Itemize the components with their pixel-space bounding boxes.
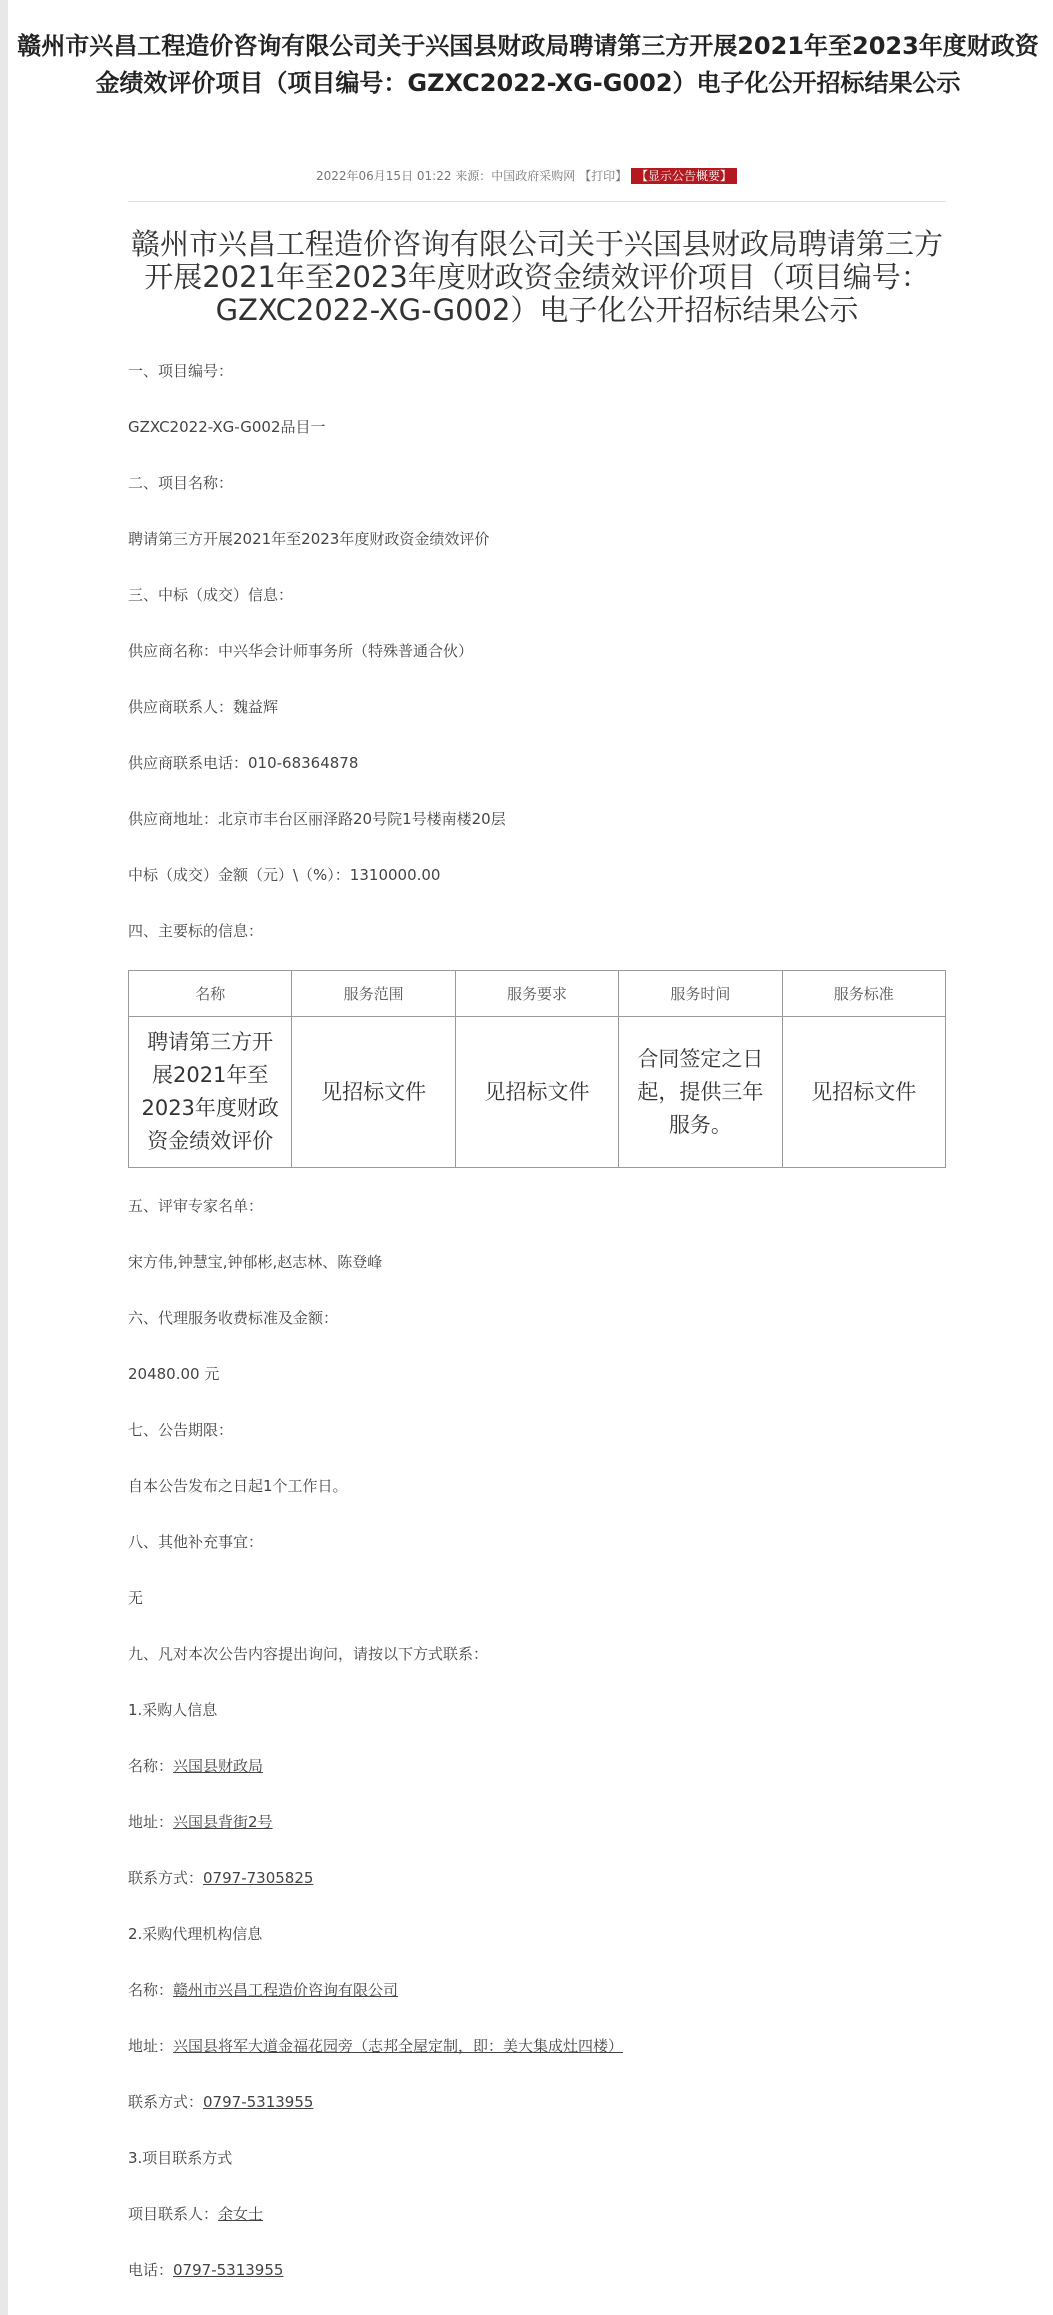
section-heading: 七、公告期限： (128, 1421, 234, 1439)
project-contact-link[interactable]: 余女士 (218, 2205, 264, 2223)
section-heading: 三、中标（成交）信息： (128, 586, 294, 604)
project-phone-link[interactable]: 0797-5313955 (173, 2261, 284, 2279)
purchaser-address (128, 1811, 946, 1833)
field-label: 地址： (128, 2037, 174, 2055)
table-cell: 见招标文件 (292, 1017, 455, 1168)
purchaser-name (128, 1755, 946, 1777)
agency-name (128, 1979, 946, 2001)
show-summary-button[interactable]: 【显示公告概要】 (631, 168, 737, 184)
left-border (0, 0, 8, 2315)
notice-period: 自本公告发布之日起1个工作日。 (128, 1477, 348, 1495)
purchaser-address-link[interactable]: 兴国县背街2号 (173, 1813, 273, 1831)
section-heading: 九、凡对本次公告内容提出询问，请按以下方式联系： (128, 1645, 489, 1663)
table-row (129, 1017, 946, 1168)
table-header-cell: 名称 (129, 971, 292, 1017)
field-label: 联系方式： (128, 2093, 204, 2111)
table-header-cell: 服务时间 (619, 971, 782, 1017)
contact-group-heading: 3.项目联系方式 (128, 2149, 233, 2167)
print-link[interactable]: 【打印】 (579, 169, 628, 183)
table-header-cell: 服务范围 (292, 971, 455, 1017)
purchaser-phone-link[interactable]: 0797-7305825 (203, 1869, 314, 1887)
purchaser-phone (128, 1867, 946, 1889)
field-label: 电话： (128, 2261, 174, 2279)
table-cell: 合同签定之日起，提供三年服务。 (619, 1017, 782, 1168)
agency-phone (128, 2091, 946, 2113)
article-heading: 赣州市兴昌工程造价咨询有限公司关于兴国县财政局聘请第三方开展2021年至2023年度财政资金绩效评价项目（项目编号：GZXC2022-XG-G002）电子化公开招标结果公示 (130, 227, 943, 327)
section-heading: 四、主要标的信息： (128, 922, 264, 940)
agency-name-link[interactable]: 赣州市兴昌工程造价咨询有限公司 (173, 1981, 399, 1999)
article-meta (0, 167, 1053, 185)
project-contact-person (128, 2203, 946, 2225)
section-heading: 六、代理服务收费标准及金额： (128, 1309, 339, 1327)
field-label: 项目联系人： (128, 2205, 219, 2223)
publish-datetime: 2022年06月15日 01:22 (315, 169, 452, 183)
section-heading: 八、其他补充事宜： (128, 1533, 264, 1551)
other-matters: 无 (128, 1589, 144, 1607)
section-heading: 一、项目编号： (128, 362, 234, 380)
table-cell: 见招标文件 (455, 1017, 618, 1168)
project-contact-phone (128, 2259, 946, 2281)
field-label: 名称： (128, 1981, 174, 1999)
supplier-name: 供应商名称：中兴华会计师事务所（特殊普通合伙） (128, 642, 474, 660)
contact-group-heading: 2.采购代理机构信息 (128, 1925, 263, 1943)
section-heading: 五、评审专家名单： (128, 1197, 264, 1215)
table-header-row (129, 971, 946, 1017)
supplier-contact: 供应商联系人：魏益辉 (128, 698, 279, 716)
field-label: 名称： (128, 1757, 174, 1775)
table-cell: 聘请第三方开展2021年至2023年度财政资金绩效评价 (129, 1017, 292, 1168)
agency-phone-link[interactable]: 0797-5313955 (203, 2093, 314, 2111)
agency-address (128, 2035, 946, 2057)
source-text: 来源：中国政府采购网 (455, 169, 576, 183)
supplier-address: 供应商地址：北京市丰台区丽泽路20号院1号楼南楼20层 (128, 810, 506, 828)
project-number: GZXC2022-XG-G002品目一 (128, 418, 326, 436)
table-cell: 见招标文件 (782, 1017, 945, 1168)
purchaser-name-link[interactable]: 兴国县财政局 (173, 1757, 264, 1775)
service-fee: 20480.00 元 (128, 1365, 220, 1383)
field-label: 地址： (128, 1813, 174, 1831)
contact-group-heading: 1.采购人信息 (128, 1701, 218, 1719)
page-title: 赣州市兴昌工程造价咨询有限公司关于兴国县财政局聘请第三方开展2021年至2023年度财政资金绩效评价项目（项目编号：GZXC2022-XG-G002）电子化公开招标结果公示 (17, 32, 1039, 97)
field-label: 联系方式： (128, 1869, 204, 1887)
table-header-cell: 服务要求 (455, 971, 618, 1017)
expert-list: 宋方伟,钟慧宝,钟郁彬,赵志林、陈登峰 (128, 1253, 383, 1271)
supplier-phone: 供应商联系电话：010-68364878 (128, 754, 359, 772)
agency-address-link[interactable]: 兴国县将军大道金福花园旁（志邦全屋定制，即：美大集成灶四楼） (173, 2037, 624, 2055)
bid-items-table (128, 970, 946, 1168)
section-heading: 二、项目名称： (128, 474, 234, 492)
table-header-cell: 服务标准 (782, 971, 945, 1017)
title-divider (128, 201, 946, 202)
project-name: 聘请第三方开展2021年至2023年度财政资金绩效评价 (128, 530, 490, 548)
bid-amount: 中标（成交）金额（元）\（%）：1310000.00 (128, 866, 441, 884)
